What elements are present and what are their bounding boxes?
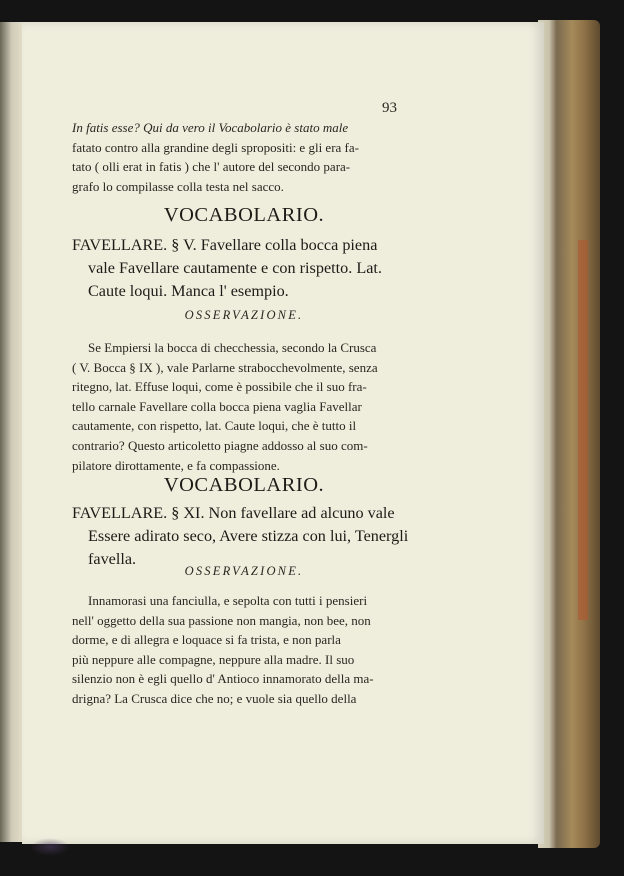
body-line: contrario? Questo articoletto piagne addosso al suo com- <box>72 437 368 453</box>
ink-smudge <box>30 838 70 856</box>
section-heading: VOCABOLARIO. <box>163 204 325 226</box>
observation-text <box>72 591 416 709</box>
entry-line: favella. <box>88 550 137 568</box>
section-heading: VOCABOLARIO. <box>163 474 325 496</box>
dictionary-entry <box>72 234 416 303</box>
body-line: tello carnale Favellare colla bocca piena vaglia Favellar <box>72 398 362 414</box>
entry-line: Essere adirato seco, Avere stizza con lui, Tenergli <box>88 527 409 545</box>
body-line: nell' oggetto della sua passione non mangia, non bee, non <box>72 612 371 628</box>
intro-line: grafo lo compilasse colla testa nel sacco. <box>72 178 284 194</box>
body-line: drigna? La Crusca dice che no; e vuole sia quello della <box>72 690 357 706</box>
cover-stain <box>578 240 588 620</box>
observation-text <box>72 338 416 475</box>
body-line: pilatore dirottamente, e fa compassione. <box>72 457 280 473</box>
intro-line: tato ( olli erat in fatis ) che l' autore del secondo para- <box>72 159 351 175</box>
book-cover-edge <box>538 20 600 848</box>
body-line: Se Empiersi la bocca di checchessia, secondo la Crusca <box>88 340 377 355</box>
entry-line: vale Favellare cautamente e con rispetto. Lat. <box>88 259 382 277</box>
body-line: più neppure alle compagne, neppure alla madre. Il suo <box>72 651 355 667</box>
observation-heading: OSSERVAZIONE. <box>184 564 304 578</box>
intro-line: In fatis esse? Qui da vero il Vocabolario è stato male <box>72 120 349 135</box>
entry-line: Caute loqui. Manca l' esempio. <box>88 282 289 300</box>
page-number: 93 <box>382 100 397 116</box>
entry-line: FAVELLARE. § V. Favellare colla bocca piena <box>72 236 378 254</box>
body-line: Innamorasi una fanciulla, e sepolta con tutti i pensieri <box>88 593 368 608</box>
body-line: silenzio non è egli quello d' Antioco innamorato della ma- <box>72 671 374 687</box>
body-line: ( V. Bocca § IX ), vale Parlarne strabocchevolmente, senza <box>72 359 378 375</box>
observation-heading: OSSERVAZIONE. <box>184 308 304 322</box>
intro-line: fatato contro alla grandine degli spropositi: e gli era fa- <box>72 139 359 155</box>
body-line: cautamente, con rispetto, lat. Caute loqui, che è tutto il <box>72 418 357 434</box>
body-line: dorme, e di allegra e loquace si fa trista, e non parla <box>72 632 341 648</box>
dictionary-entry <box>72 502 416 571</box>
entry-line: FAVELLARE. § XI. Non favellare ad alcuno vale <box>72 504 395 522</box>
body-line: ritegno, lat. Effuse loqui, come è possibile che il suo fra- <box>72 379 367 395</box>
intro-paragraph <box>72 118 416 196</box>
